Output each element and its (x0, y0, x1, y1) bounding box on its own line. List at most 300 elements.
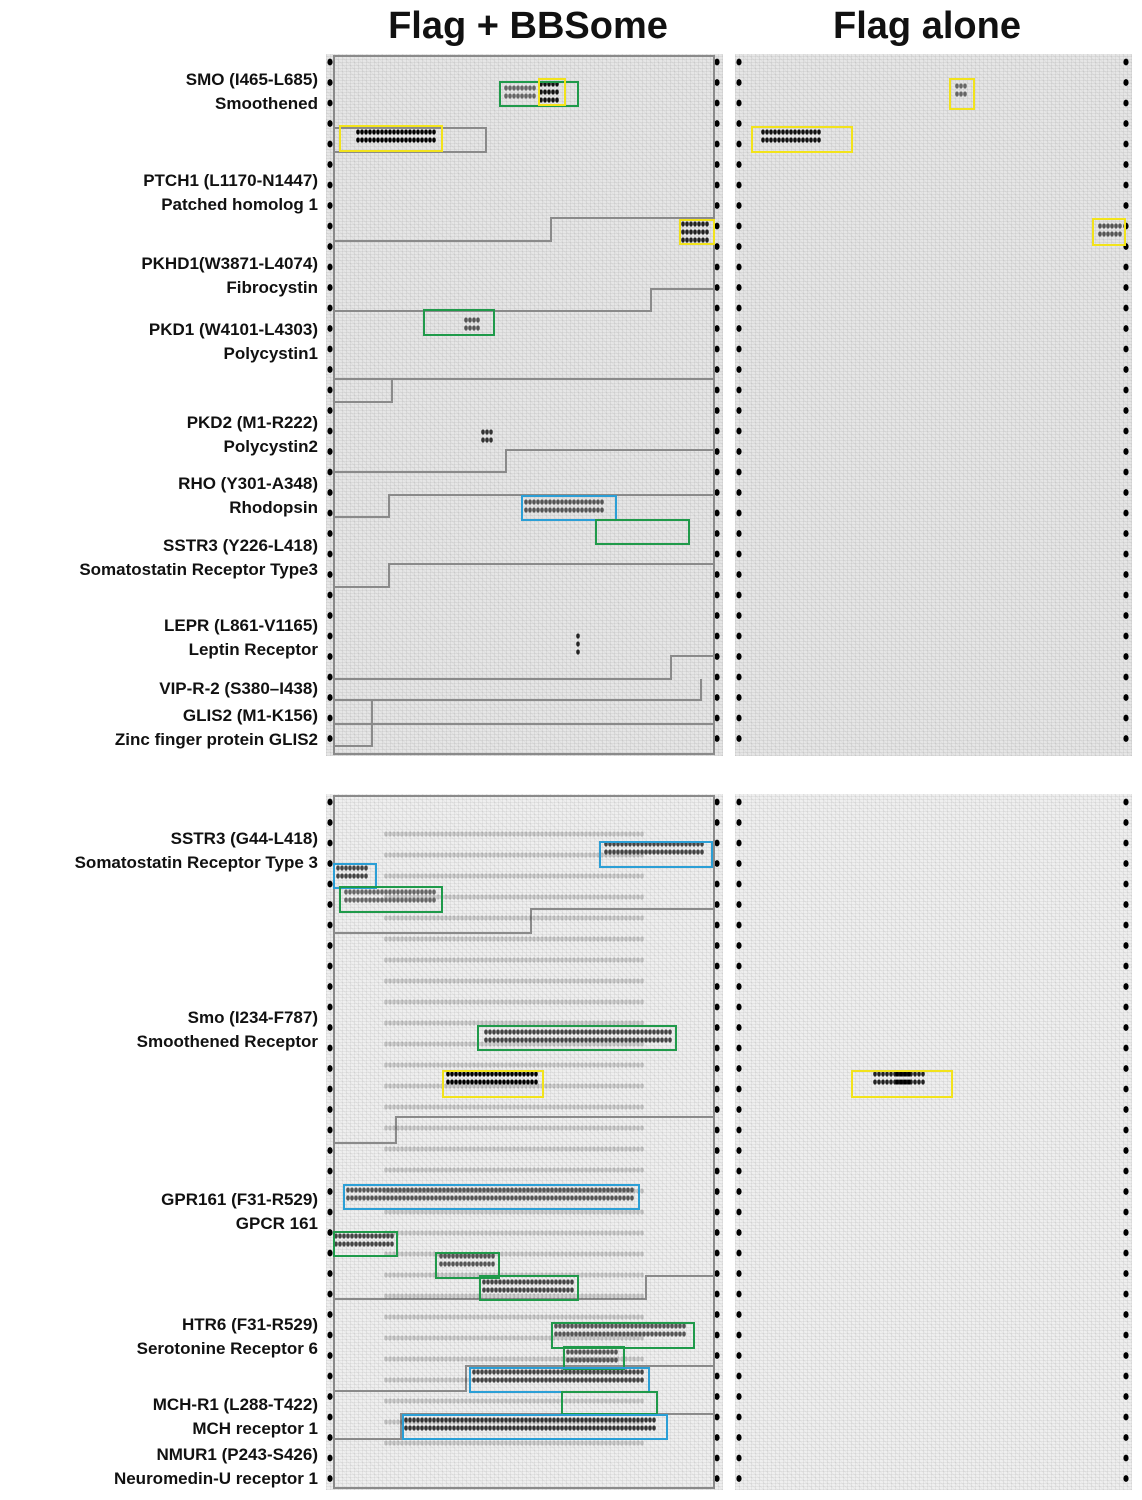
spot (422, 1195, 426, 1200)
spot-faint (388, 1146, 392, 1151)
spot (412, 1425, 416, 1430)
spot-faint (424, 1230, 428, 1235)
spot-faint (484, 831, 488, 836)
spot-faint (608, 873, 612, 878)
br-dot-left (736, 1065, 741, 1072)
bl-dot-right (714, 1127, 719, 1134)
tr-dot-right (1123, 633, 1128, 640)
spot-faint (524, 1293, 528, 1298)
spot-faint (476, 1020, 480, 1025)
spot-faint (456, 894, 460, 899)
spot-faint (416, 1125, 420, 1130)
spot-faint (408, 1230, 412, 1235)
spot-strong (412, 137, 416, 142)
spot (600, 1037, 604, 1042)
spot (612, 1377, 616, 1382)
spot-faint (532, 1230, 536, 1235)
spot-weak (536, 507, 540, 512)
spot-faint (488, 894, 492, 899)
spot (614, 1331, 618, 1336)
spot-faint (580, 1272, 584, 1277)
spot (612, 1029, 616, 1034)
spot-faint (472, 957, 476, 962)
spot (640, 1417, 644, 1422)
spot (602, 1357, 606, 1362)
spot-faint (532, 873, 536, 878)
tr-dot-right (1123, 202, 1128, 209)
spot (574, 1331, 578, 1336)
tl-dot-left (327, 346, 332, 353)
spot-faint (476, 1230, 480, 1235)
spot (610, 1349, 614, 1354)
spot (442, 1195, 446, 1200)
spot (538, 1195, 542, 1200)
spot-faint (448, 1293, 452, 1298)
spot (590, 1187, 594, 1192)
spot-faint (412, 999, 416, 1004)
spot-faint (484, 1335, 488, 1340)
spot-strong (380, 129, 384, 134)
spot-faint (392, 831, 396, 836)
spot-faint (544, 1125, 548, 1130)
spot (374, 1195, 378, 1200)
spot-weak (544, 507, 548, 512)
spot (568, 1369, 572, 1374)
spot (342, 1241, 346, 1246)
spot-faint (408, 957, 412, 962)
spot-faint (392, 1377, 396, 1382)
spot-faint (456, 1398, 460, 1403)
spot-strong (518, 1071, 522, 1076)
spot-faint (536, 978, 540, 983)
label-ptch1-desc: Patched homolog 1 (161, 195, 318, 214)
spot (386, 1241, 390, 1246)
spot-faint (468, 1293, 472, 1298)
spot (436, 1417, 440, 1422)
spot-faint (540, 915, 544, 920)
spot-faint (632, 1104, 636, 1109)
spot-faint (596, 1167, 600, 1172)
bl-dot-right (714, 1373, 719, 1380)
spot (564, 1425, 568, 1430)
spot-faint (604, 1398, 608, 1403)
spot (574, 1357, 578, 1362)
spot-faint (516, 1104, 520, 1109)
spot-faint (600, 1230, 604, 1235)
spot (344, 865, 348, 870)
spot (638, 1331, 642, 1336)
spot (471, 1253, 475, 1258)
tl-dot-right (714, 530, 719, 537)
spot-faint (400, 831, 404, 836)
spot (648, 1425, 652, 1430)
spot-faint (556, 1230, 560, 1235)
spot-faint (424, 1272, 428, 1277)
spot (652, 1425, 656, 1430)
spot (624, 1369, 628, 1374)
spot-faint (444, 1020, 448, 1025)
bl-dot-left (327, 1270, 332, 1277)
tl-dot-left (327, 100, 332, 107)
spot-faint (616, 915, 620, 920)
bl-dot-right (714, 1270, 719, 1277)
spot (632, 1037, 636, 1042)
blot-panel-flag-alone-bottom (735, 794, 1132, 1490)
spot-strong (785, 137, 789, 142)
spot (382, 1187, 386, 1192)
spot-faint (628, 1125, 632, 1130)
spot-faint (636, 1440, 640, 1445)
spot (426, 1195, 430, 1200)
spot (364, 873, 368, 878)
spot-faint (556, 1209, 560, 1214)
spot (614, 1187, 618, 1192)
spot-weak (364, 889, 368, 894)
spot-faint (484, 1314, 488, 1319)
spot (624, 1029, 628, 1034)
tl-dot-right (714, 715, 719, 722)
spot (463, 1253, 467, 1258)
spot-faint (592, 1146, 596, 1151)
spot-faint (584, 936, 588, 941)
spot-faint (468, 1104, 472, 1109)
spot-faint (564, 1104, 568, 1109)
spot (584, 1417, 588, 1422)
spot (693, 229, 697, 234)
spot (624, 849, 628, 854)
spot-faint (464, 1020, 468, 1025)
spot-strong (388, 137, 392, 142)
spot-faint (640, 1398, 644, 1403)
spot-faint (592, 936, 596, 941)
spot-faint (632, 873, 636, 878)
spot (668, 849, 672, 854)
spot-faint (392, 852, 396, 857)
spot-strong (502, 1071, 506, 1076)
spot-faint (532, 1062, 536, 1067)
spot-faint (464, 1398, 468, 1403)
spot (382, 1195, 386, 1200)
spot-faint (400, 1041, 404, 1046)
br-dot-right (1123, 1024, 1128, 1031)
spot-faint (416, 1083, 420, 1088)
spot-faint (396, 915, 400, 920)
spot-faint (516, 873, 520, 878)
spot (522, 1195, 526, 1200)
spot-weak (528, 507, 532, 512)
spot (516, 1377, 520, 1382)
spot-faint (472, 1293, 476, 1298)
spot (562, 1279, 566, 1284)
spot-faint (496, 1167, 500, 1172)
spot-faint (580, 999, 584, 1004)
spot (632, 1029, 636, 1034)
spot-faint (520, 915, 524, 920)
spot-faint (580, 831, 584, 836)
spot-faint (624, 873, 628, 878)
bl-dot-right (714, 1045, 719, 1052)
spot-faint (588, 999, 592, 1004)
spot-weak (560, 507, 564, 512)
spot-faint (516, 1440, 520, 1445)
spot-faint (400, 1125, 404, 1130)
tl-dot-left (327, 264, 332, 271)
spot (596, 1425, 600, 1430)
spot-faint (572, 831, 576, 836)
spot-faint (624, 831, 628, 836)
spot-faint (496, 1020, 500, 1025)
spot-faint (432, 1041, 436, 1046)
spot-faint (472, 852, 476, 857)
spot-faint (484, 1146, 488, 1151)
spot (420, 1417, 424, 1422)
spot (594, 1195, 598, 1200)
spot-faint (460, 1440, 464, 1445)
spot-faint (448, 1020, 452, 1025)
spot-faint (524, 1230, 528, 1235)
spot-faint (612, 894, 616, 899)
spot-faint (488, 1398, 492, 1403)
spot-faint (464, 1209, 468, 1214)
spot-faint (436, 915, 440, 920)
spot-faint (524, 831, 528, 836)
spot-faint (412, 936, 416, 941)
tl-dot-right (714, 653, 719, 660)
spot-weak (572, 507, 576, 512)
br-dot-left (736, 1024, 741, 1031)
spot-faint (476, 936, 480, 941)
spot (508, 1377, 512, 1382)
spot-faint (596, 999, 600, 1004)
spot-faint (624, 1083, 628, 1088)
spot-faint (608, 1314, 612, 1319)
tl-dot-right (714, 284, 719, 291)
spot-faint (420, 1209, 424, 1214)
spot-faint (480, 1062, 484, 1067)
bl-dot-left (327, 942, 332, 949)
spot (456, 1425, 460, 1430)
spot (488, 1029, 492, 1034)
spot-strong (396, 129, 400, 134)
label-smo-bottom-desc: Smoothened Receptor (136, 1032, 318, 1051)
tr-dot-left (736, 674, 741, 681)
spot-faint (568, 873, 572, 878)
tr-dot-left (736, 551, 741, 558)
spot-weak (468, 317, 472, 322)
spot (873, 1079, 877, 1084)
spot-faint (592, 1062, 596, 1067)
spot-faint (532, 1251, 536, 1256)
bl-dot-left (327, 1004, 332, 1011)
spot-faint (472, 999, 476, 1004)
spot-faint (492, 915, 496, 920)
spot-faint (544, 1167, 548, 1172)
spot (532, 1037, 536, 1042)
spot (612, 1417, 616, 1422)
tr-dot-right (1123, 694, 1128, 701)
spot-faint (428, 1356, 432, 1361)
spot (889, 1079, 893, 1084)
spot-faint (532, 915, 536, 920)
tl-dot-right (714, 387, 719, 394)
spot-faint (552, 1440, 556, 1445)
spot-faint (628, 1293, 632, 1298)
spot-faint (492, 1146, 496, 1151)
spot (514, 1187, 518, 1192)
spot (486, 1279, 490, 1284)
spot-faint (500, 1020, 504, 1025)
spot-faint (464, 873, 468, 878)
spot-faint (420, 957, 424, 962)
spot-faint (392, 1356, 396, 1361)
label-pkhd1-desc: Fibrocystin (226, 278, 318, 297)
spot (654, 1331, 658, 1336)
tr-dot-left (736, 612, 741, 619)
spot-faint (464, 1167, 468, 1172)
spot-faint (516, 1251, 520, 1256)
spot (550, 1187, 554, 1192)
spot-faint (432, 1356, 436, 1361)
spot-weak (1106, 231, 1110, 236)
spot-faint (488, 1125, 492, 1130)
tl-dot-left (327, 448, 332, 455)
spot-faint (628, 936, 632, 941)
spot (692, 849, 696, 854)
spot (386, 1187, 390, 1192)
bl-dot-right (714, 963, 719, 970)
label-pkd2-name: PKD2 (M1-R222) (186, 413, 318, 432)
spot-faint (584, 1125, 588, 1130)
spot (476, 1417, 480, 1422)
spot-faint (428, 957, 432, 962)
spot (570, 1195, 574, 1200)
br-dot-left (736, 922, 741, 929)
spot (336, 865, 340, 870)
spot-faint (508, 1209, 512, 1214)
spot-faint (412, 1104, 416, 1109)
spot-faint (584, 1314, 588, 1319)
spot-weak (520, 85, 524, 90)
spot (572, 1377, 576, 1382)
spot-faint (468, 873, 472, 878)
spot-faint (528, 1146, 532, 1151)
br-dot-left (736, 1209, 741, 1216)
tl-dot-right (714, 428, 719, 435)
spot (913, 1071, 917, 1076)
spot-faint (416, 936, 420, 941)
br-dot-left (736, 942, 741, 949)
spot-faint (396, 852, 400, 857)
spot-weak (528, 85, 532, 90)
spot (588, 1377, 592, 1382)
spot-faint (508, 957, 512, 962)
spot (590, 1323, 594, 1328)
spot-faint (548, 1251, 552, 1256)
spot-faint (520, 1356, 524, 1361)
spot-faint (512, 831, 516, 836)
spot (536, 1369, 540, 1374)
spot-faint (472, 1335, 476, 1340)
spot-faint (508, 915, 512, 920)
spot (548, 1037, 552, 1042)
spot-faint (620, 999, 624, 1004)
bl-dot-left (327, 1291, 332, 1298)
spot-faint (488, 1335, 492, 1340)
spot-faint (412, 1230, 416, 1235)
spot-faint (532, 1314, 536, 1319)
tl-dot-right (714, 612, 719, 619)
spot-faint (408, 1020, 412, 1025)
spot-faint (580, 852, 584, 857)
spot-faint (600, 1398, 604, 1403)
spot-faint (556, 1104, 560, 1109)
spot (362, 1187, 366, 1192)
spot-faint (396, 936, 400, 941)
spot-strong (380, 137, 384, 142)
spot-faint (412, 1398, 416, 1403)
spot-faint (416, 1314, 420, 1319)
bl-dot-left (327, 1455, 332, 1462)
br-dot-left (736, 1393, 741, 1400)
spot (350, 1233, 354, 1238)
spot-faint (400, 1293, 404, 1298)
spot-faint (396, 1125, 400, 1130)
spot (494, 1187, 498, 1192)
spot (608, 1369, 612, 1374)
bl-dot-left (327, 1352, 332, 1359)
spot (543, 97, 547, 102)
spot-faint (456, 1314, 460, 1319)
spot-faint (444, 1209, 448, 1214)
spot-strong (530, 1071, 534, 1076)
spot-faint (472, 1167, 476, 1172)
spot-faint (512, 978, 516, 983)
spot-faint (464, 1104, 468, 1109)
spot (516, 1369, 520, 1374)
spot-faint (488, 831, 492, 836)
tl-dot-left (327, 182, 332, 189)
spot-faint (452, 1167, 456, 1172)
spot-faint (416, 873, 420, 878)
spot-faint (480, 999, 484, 1004)
spot-faint (584, 1230, 588, 1235)
spot-faint (504, 1356, 508, 1361)
spot-faint (528, 978, 532, 983)
spot (534, 1287, 538, 1292)
spot (554, 1187, 558, 1192)
spot-faint (620, 1440, 624, 1445)
spot-faint (564, 999, 568, 1004)
spot-faint (540, 936, 544, 941)
spot-faint (432, 957, 436, 962)
spot (552, 1029, 556, 1034)
spot-faint (512, 1146, 516, 1151)
spot (701, 221, 705, 226)
spot-faint (484, 957, 488, 962)
spot-faint (396, 1020, 400, 1025)
spot (354, 1195, 358, 1200)
spot-faint (484, 1356, 488, 1361)
spot-faint (596, 1083, 600, 1088)
spot-faint (496, 1230, 500, 1235)
spot-faint (572, 978, 576, 983)
spot-faint (540, 1293, 544, 1298)
spot (614, 1357, 618, 1362)
spot-faint (564, 978, 568, 983)
label-smo (186, 68, 318, 116)
spot (574, 1349, 578, 1354)
spot (576, 1369, 580, 1374)
